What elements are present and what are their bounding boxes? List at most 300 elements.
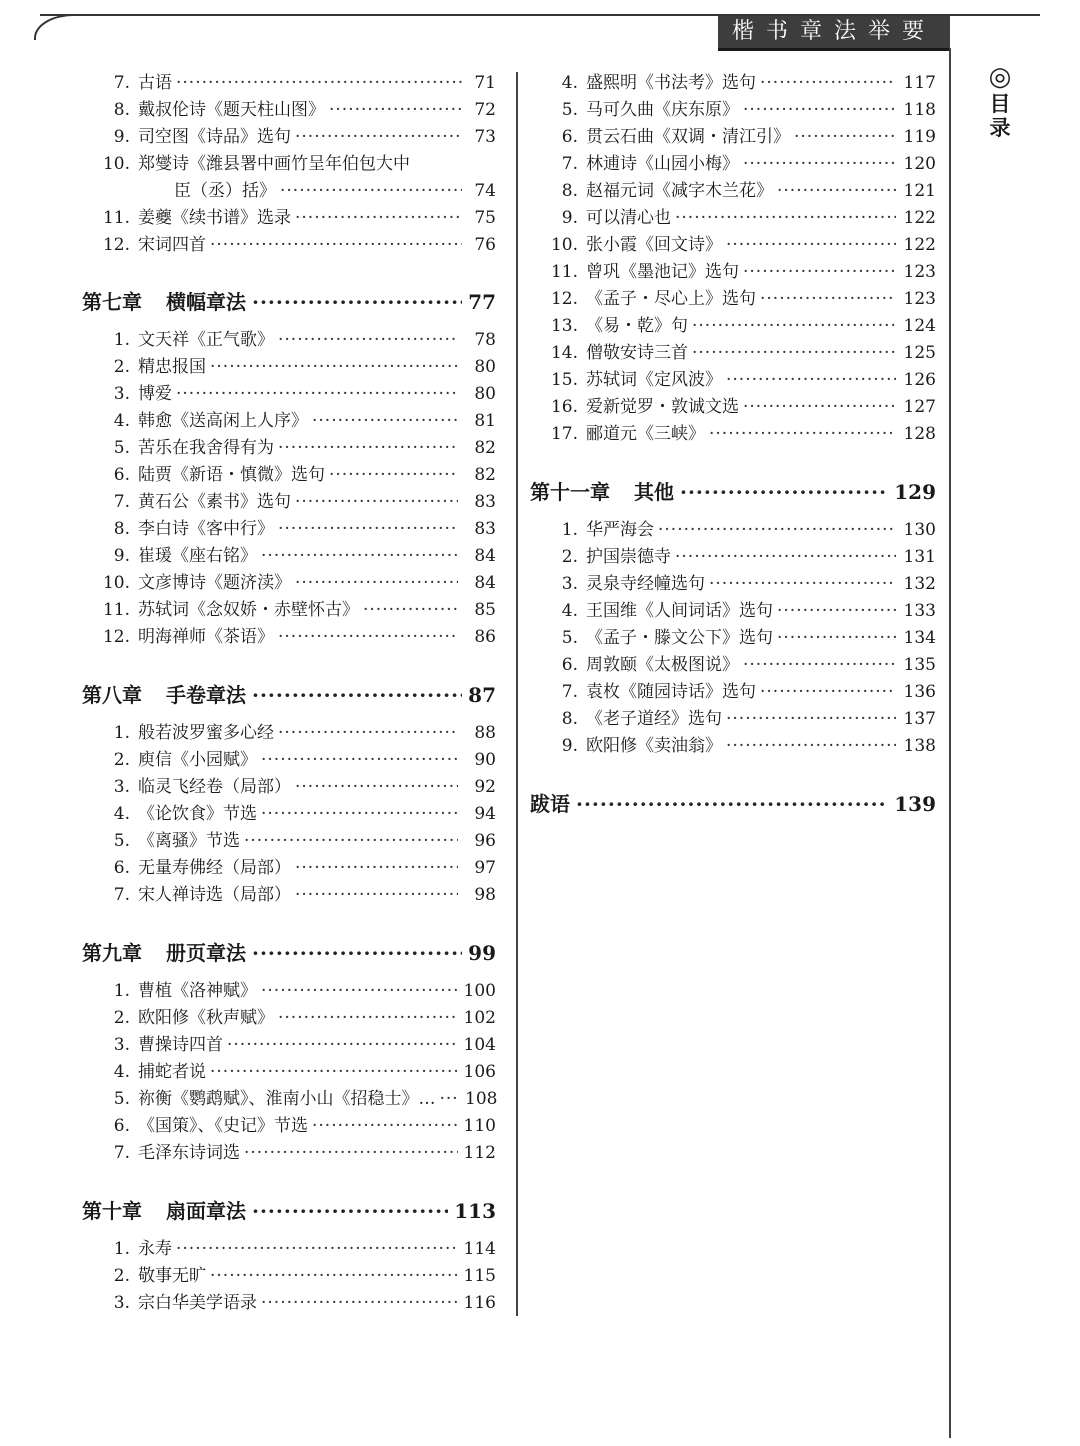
toc-entry[interactable] <box>96 801 496 828</box>
entry-number: 12. <box>550 289 578 309</box>
entry-number: 7. <box>113 885 130 905</box>
dot-leader <box>680 477 888 507</box>
entry-page-number: 122 <box>903 235 936 255</box>
entry-page-number: 117 <box>903 73 936 93</box>
top-corner-curve <box>34 14 76 40</box>
toc-entry[interactable] <box>96 124 496 151</box>
toc-entry[interactable] <box>96 1290 496 1317</box>
entry-page-number: 114 <box>463 1239 496 1259</box>
entry-page-number: 112 <box>463 1143 496 1163</box>
entry-title: 曹操诗四首 <box>138 1035 223 1055</box>
entry-number: 7. <box>561 154 578 174</box>
entry-number: 1. <box>113 330 130 350</box>
entry-number: 2. <box>113 1266 130 1286</box>
entry-title: 戴叔伦诗《题天柱山图》 <box>138 100 325 120</box>
chapter-heading[interactable] <box>82 938 496 968</box>
entry-number: 10. <box>550 235 578 255</box>
entry-title: 文天祥《正气歌》 <box>138 330 274 350</box>
dot-leader <box>743 394 896 421</box>
toc-entry[interactable] <box>96 624 496 651</box>
entry-page-number: 88 <box>474 723 496 743</box>
dot-leader <box>261 978 458 1005</box>
dot-leader <box>252 938 462 968</box>
entry-number: 5. <box>113 1089 130 1109</box>
dot-leader <box>743 151 896 178</box>
entry-number: 8. <box>561 181 578 201</box>
entry-number: 1. <box>561 520 578 540</box>
dot-leader <box>312 408 458 435</box>
entry-page-number: 124 <box>903 316 936 336</box>
dot-leader <box>176 70 462 97</box>
toc-entry[interactable] <box>544 421 936 448</box>
entry-title: 毛泽东诗词选 <box>138 1143 240 1163</box>
toc-entry[interactable] <box>544 313 936 340</box>
chapter-title: 扇面章法 <box>166 1199 246 1223</box>
toc-entry[interactable] <box>544 70 936 97</box>
entry-number: 6. <box>561 127 578 147</box>
dot-leader <box>692 340 896 367</box>
toc-entry[interactable] <box>544 598 936 625</box>
chapter-number: 第八章 <box>82 683 142 707</box>
chapter-page-number: 87 <box>468 683 496 707</box>
entry-title: 曾巩《墨池记》选句 <box>586 262 739 282</box>
entry-number: 11. <box>550 262 578 282</box>
toc-entry[interactable] <box>96 408 496 435</box>
toc-entry[interactable] <box>96 462 496 489</box>
entry-page-number: 104 <box>463 1035 496 1055</box>
entry-page-number: 90 <box>474 750 496 770</box>
entry-number: 7. <box>113 492 130 512</box>
dot-leader <box>329 462 458 489</box>
entry-page-number: 71 <box>474 73 496 93</box>
toc-entry[interactable] <box>544 124 936 151</box>
dot-leader <box>726 733 896 760</box>
toc-entry[interactable] <box>544 259 936 286</box>
entry-title: 祢衡《鹦鹉赋》、淮南小山《招稳士》… <box>138 1089 436 1109</box>
entry-number: 2. <box>113 1008 130 1028</box>
entry-page-number: 130 <box>903 520 936 540</box>
dot-leader <box>295 570 458 597</box>
entry-title: 宋人禅诗选（局部） <box>138 885 291 905</box>
toc-entry[interactable] <box>96 1059 496 1086</box>
entry-number: 9. <box>113 546 130 566</box>
entry-number: 4. <box>561 601 578 621</box>
toc-entry[interactable] <box>96 151 496 178</box>
dot-leader <box>278 327 458 354</box>
toc-entry[interactable] <box>544 205 936 232</box>
dot-leader <box>295 855 458 882</box>
toc-entry[interactable] <box>544 232 936 259</box>
entry-page-number: 138 <box>903 736 936 756</box>
entry-page-number: 127 <box>903 397 936 417</box>
entry-page-number: 132 <box>903 574 936 594</box>
entry-title: 临灵飞经卷（局部） <box>138 777 291 797</box>
book-title-banner: 楷书章法举要 <box>718 16 950 51</box>
entry-page-number: 80 <box>474 357 496 377</box>
dot-leader <box>726 706 896 733</box>
toc-entry[interactable] <box>96 882 496 909</box>
toc-entry[interactable] <box>96 1005 496 1032</box>
entry-title: 庾信《小园赋》 <box>138 750 257 770</box>
entry-title: 袁枚《随园诗话》选句 <box>586 682 756 702</box>
entry-title: 曹植《洛神赋》 <box>138 981 257 1001</box>
entry-title: 古语 <box>138 73 172 93</box>
toc-entry[interactable] <box>544 97 936 124</box>
entry-number: 9. <box>561 736 578 756</box>
entry-title: 宗白华美学语录 <box>138 1293 257 1313</box>
dot-leader <box>295 489 458 516</box>
entry-page-number: 92 <box>474 777 496 797</box>
dot-leader <box>295 774 458 801</box>
dot-leader <box>658 517 896 544</box>
entry-title: 周敦颐《太极图说》 <box>586 655 739 675</box>
entry-page-number: 136 <box>903 682 936 702</box>
dot-leader <box>278 435 458 462</box>
entry-number: 4. <box>113 411 130 431</box>
entry-page-number: 74 <box>474 181 496 201</box>
entry-title: 《老子道经》选句 <box>586 709 722 729</box>
dot-leader <box>210 1059 458 1086</box>
entry-page-number: 94 <box>474 804 496 824</box>
chapter-heading[interactable] <box>82 680 496 710</box>
toc-entry[interactable] <box>96 747 496 774</box>
dot-leader <box>252 287 462 317</box>
dot-leader <box>278 624 458 651</box>
entry-number: 1. <box>113 981 130 1001</box>
entry-title: 王国维《人间词话》选句 <box>586 601 773 621</box>
toc-entry[interactable] <box>96 489 496 516</box>
toc-entry[interactable] <box>544 733 936 760</box>
entry-page-number: 123 <box>903 289 936 309</box>
dot-leader <box>278 720 458 747</box>
entry-page-number: 128 <box>903 424 936 444</box>
entry-title: 《离骚》节选 <box>138 831 240 851</box>
entry-page-number: 78 <box>474 330 496 350</box>
dot-leader <box>760 286 896 313</box>
dot-leader <box>244 1140 458 1167</box>
entry-number: 6. <box>113 858 130 878</box>
entry-title: 张小霞《回文诗》 <box>586 235 722 255</box>
entry-page-number: 106 <box>463 1062 496 1082</box>
entry-number: 3. <box>113 777 130 797</box>
dot-leader <box>760 70 896 97</box>
entry-page-number: 121 <box>903 181 936 201</box>
chapter-number: 第十一章 <box>530 480 610 504</box>
entry-number: 2. <box>113 750 130 770</box>
toc-entry[interactable] <box>96 232 496 259</box>
entry-title: 敬事无旷 <box>138 1266 206 1286</box>
entry-title: 姜夔《续书谱》选录 <box>138 208 291 228</box>
entry-number: 6. <box>561 655 578 675</box>
entry-number: 3. <box>561 574 578 594</box>
entry-page-number: 122 <box>903 208 936 228</box>
dot-leader <box>176 1236 458 1263</box>
entry-number: 17. <box>550 424 578 444</box>
dot-leader <box>726 232 896 259</box>
entry-title: 可以清心也 <box>586 208 671 228</box>
dot-leader <box>252 680 462 710</box>
entry-number: 13. <box>550 316 578 336</box>
toc-entry[interactable] <box>544 367 936 394</box>
entry-number: 2. <box>561 547 578 567</box>
entry-number: 4. <box>561 73 578 93</box>
entry-number: 5. <box>113 831 130 851</box>
chapter-page-number: 77 <box>468 290 496 314</box>
toc-entry[interactable] <box>96 435 496 462</box>
entry-title: 苦乐在我舍得有为 <box>138 438 274 458</box>
entry-title: 欧阳修《卖油翁》 <box>586 736 722 756</box>
entry-title: 苏轼词《念奴娇・赤壁怀古》 <box>138 600 359 620</box>
entry-page-number: 82 <box>474 465 496 485</box>
entry-number: 5. <box>561 100 578 120</box>
entry-title: 《易・乾》句 <box>586 316 688 336</box>
entry-page-number: 134 <box>903 628 936 648</box>
entry-title: 灵泉寺经幢选句 <box>586 574 705 594</box>
entry-title: 赵福元词《减字木兰花》 <box>586 181 773 201</box>
dot-leader <box>709 421 896 448</box>
chapter-number: 跋语 <box>530 792 570 816</box>
entry-page-number: 116 <box>463 1293 496 1313</box>
toc-entry[interactable] <box>96 1140 496 1167</box>
entry-number: 10. <box>102 154 130 174</box>
entry-number: 6. <box>113 1116 130 1136</box>
entry-number: 14. <box>550 343 578 363</box>
toc-entry[interactable] <box>96 205 496 232</box>
dot-leader <box>726 367 896 394</box>
chapter-heading[interactable] <box>82 287 496 317</box>
entry-number: 3. <box>113 384 130 404</box>
toc-entry[interactable] <box>544 625 936 652</box>
bullseye-icon: ◎ <box>988 62 1012 92</box>
entry-title: 华严海会 <box>586 520 654 540</box>
entry-title: 黄石公《素书》选句 <box>138 492 291 512</box>
entry-title: 文彦博诗《题济渎》 <box>138 573 291 593</box>
toc-entry[interactable] <box>544 286 936 313</box>
dot-leader <box>312 1113 458 1140</box>
entry-number: 10. <box>102 573 130 593</box>
dot-leader <box>244 828 458 855</box>
toc-entry[interactable] <box>96 1263 496 1290</box>
dot-leader <box>295 124 462 151</box>
dot-leader <box>261 747 458 774</box>
entry-title: 陆贾《新语・慎微》选句 <box>138 465 325 485</box>
entry-number: 8. <box>113 519 130 539</box>
entry-number: 11. <box>102 208 130 228</box>
entry-title: 宋词四首 <box>138 235 206 255</box>
entry-title: 僧敬安诗三首 <box>586 343 688 363</box>
entry-page-number: 115 <box>463 1266 496 1286</box>
dot-leader <box>210 1263 458 1290</box>
entry-title: 明海禅师《茶语》 <box>138 627 274 647</box>
dot-leader <box>252 1196 448 1226</box>
chapter-title: 册页章法 <box>166 941 246 965</box>
dot-leader <box>227 1032 458 1059</box>
toc-entry[interactable] <box>96 1032 496 1059</box>
toc-entry[interactable] <box>96 978 496 1005</box>
entry-title: 爱新觉罗・敦诚文选 <box>586 397 739 417</box>
entry-page-number: 108 <box>465 1089 498 1109</box>
entry-number: 5. <box>113 438 130 458</box>
section-label-char: 目 <box>989 91 1011 116</box>
entry-page-number: 131 <box>903 547 936 567</box>
toc-entry[interactable] <box>96 327 496 354</box>
entry-page-number: 126 <box>903 370 936 390</box>
dot-leader <box>210 232 462 259</box>
entry-title: 《国策》、《史记》节选 <box>138 1116 308 1136</box>
entry-title: 郑燮诗《潍县署中画竹呈年伯包大中 <box>138 154 410 174</box>
toc-entry[interactable] <box>96 97 496 124</box>
dot-leader <box>329 97 462 124</box>
entry-number: 3. <box>113 1035 130 1055</box>
chapter-heading[interactable] <box>530 789 936 819</box>
entry-title: 般若波罗蜜多心经 <box>138 723 274 743</box>
toc-entry[interactable] <box>544 571 936 598</box>
entry-page-number: 72 <box>474 100 496 120</box>
chapter-page-number: 129 <box>894 480 936 504</box>
toc-entry[interactable] <box>544 652 936 679</box>
dot-leader <box>295 205 462 232</box>
toc-entry[interactable] <box>544 394 936 421</box>
dot-leader <box>278 516 458 543</box>
dot-leader <box>576 789 888 819</box>
dot-leader <box>794 124 896 151</box>
toc-entry[interactable] <box>544 178 936 205</box>
toc-entry[interactable] <box>96 855 496 882</box>
entry-number: 7. <box>561 682 578 702</box>
dot-leader <box>210 354 458 381</box>
entry-title: 精忠报国 <box>138 357 206 377</box>
entry-title: 《论饮食》节选 <box>138 804 257 824</box>
entry-page-number: 76 <box>474 235 496 255</box>
toc-entry[interactable] <box>96 543 496 570</box>
chapter-page-number: 139 <box>894 792 936 816</box>
entry-page-number: 96 <box>474 831 496 851</box>
toc-entry[interactable] <box>96 178 496 205</box>
entry-number: 4. <box>113 804 130 824</box>
entry-page-number: 118 <box>903 100 936 120</box>
dot-leader <box>363 597 458 624</box>
section-label-char: 录 <box>989 115 1011 140</box>
toc-entry[interactable] <box>96 516 496 543</box>
entry-number: 2. <box>113 357 130 377</box>
entry-title: 博爱 <box>138 384 172 404</box>
entry-title: 护国崇德寺 <box>586 547 671 567</box>
entry-page-number: 80 <box>474 384 496 404</box>
dot-leader <box>777 598 896 625</box>
chapter-number: 第十章 <box>82 1199 142 1223</box>
entry-title: 无量寿佛经（局部） <box>138 858 291 878</box>
entry-page-number: 97 <box>474 858 496 878</box>
entry-page-number: 100 <box>463 981 496 1001</box>
right-margin-rule <box>949 48 951 1438</box>
toc-entry[interactable] <box>96 381 496 408</box>
entry-number: 5. <box>561 628 578 648</box>
toc-entry[interactable] <box>544 340 936 367</box>
dot-leader <box>743 652 896 679</box>
entry-number: 12. <box>102 627 130 647</box>
dot-leader <box>760 679 896 706</box>
entry-number: 3. <box>113 1293 130 1313</box>
toc-entry[interactable] <box>96 597 496 624</box>
toc-entry[interactable] <box>544 517 936 544</box>
entry-title: 郦道元《三峡》 <box>586 424 705 444</box>
entry-number: 15. <box>550 370 578 390</box>
entry-page-number: 81 <box>474 411 496 431</box>
dot-leader <box>295 882 458 909</box>
dot-leader <box>675 544 896 571</box>
toc-entry[interactable] <box>544 706 936 733</box>
entry-number: 11. <box>102 600 130 620</box>
entry-page-number: 135 <box>903 655 936 675</box>
entry-page-number: 110 <box>463 1116 496 1136</box>
chapter-title: 其他 <box>634 480 674 504</box>
entry-title: 捕蛇者说 <box>138 1062 206 1082</box>
dot-leader <box>278 1005 458 1032</box>
entry-number: 7. <box>113 1143 130 1163</box>
toc-entry[interactable] <box>96 774 496 801</box>
dot-leader <box>709 571 896 598</box>
entry-number: 1. <box>113 723 130 743</box>
entry-page-number: 83 <box>474 492 496 512</box>
dot-leader <box>261 543 458 570</box>
toc-entry[interactable] <box>96 570 496 597</box>
dot-leader <box>743 97 896 124</box>
entry-title: 欧阳修《秋声赋》 <box>138 1008 274 1028</box>
entry-title: 林逋诗《山园小梅》 <box>586 154 739 174</box>
entry-page-number: 83 <box>474 519 496 539</box>
entry-page-number: 102 <box>463 1008 496 1028</box>
section-label <box>984 62 1016 140</box>
chapter-heading[interactable] <box>82 1196 496 1226</box>
entry-number: 16. <box>550 397 578 417</box>
chapter-heading[interactable] <box>530 477 936 507</box>
toc-entry[interactable] <box>96 720 496 747</box>
column-divider <box>516 72 518 1316</box>
entry-number: 9. <box>561 208 578 228</box>
chapter-number: 第九章 <box>82 941 142 965</box>
chapter-title: 手卷章法 <box>166 683 246 707</box>
toc-entry[interactable] <box>544 544 936 571</box>
entry-title: 盛熙明《书法考》选句 <box>586 73 756 93</box>
entry-page-number: 137 <box>903 709 936 729</box>
entry-page-number: 123 <box>903 262 936 282</box>
dot-leader <box>777 178 896 205</box>
toc-entry[interactable] <box>96 354 496 381</box>
entry-number: 6. <box>113 465 130 485</box>
dot-leader <box>261 801 458 828</box>
entry-page-number: 125 <box>903 343 936 363</box>
entry-title: 《孟子・滕文公下》选句 <box>586 628 773 648</box>
dot-leader <box>675 205 896 232</box>
entry-number: 4. <box>113 1062 130 1082</box>
entry-number: 12. <box>102 235 130 255</box>
toc-entry[interactable] <box>96 1236 496 1263</box>
toc-entry[interactable] <box>96 828 496 855</box>
entry-page-number: 98 <box>474 885 496 905</box>
toc-entry[interactable] <box>96 1113 496 1140</box>
entry-number: 7. <box>113 73 130 93</box>
toc-entry[interactable] <box>96 1086 496 1113</box>
toc-entry[interactable] <box>544 151 936 178</box>
entry-title: 韩愈《送高闲上人序》 <box>138 411 308 431</box>
toc-entry[interactable] <box>96 70 496 97</box>
entry-title: 司空图《诗品》选句 <box>138 127 291 147</box>
entry-number: 9. <box>113 127 130 147</box>
entry-title: 李白诗《客中行》 <box>138 519 274 539</box>
entry-title: 永寿 <box>138 1239 172 1259</box>
chapter-title: 横幅章法 <box>166 290 246 314</box>
toc-entry[interactable] <box>544 679 936 706</box>
